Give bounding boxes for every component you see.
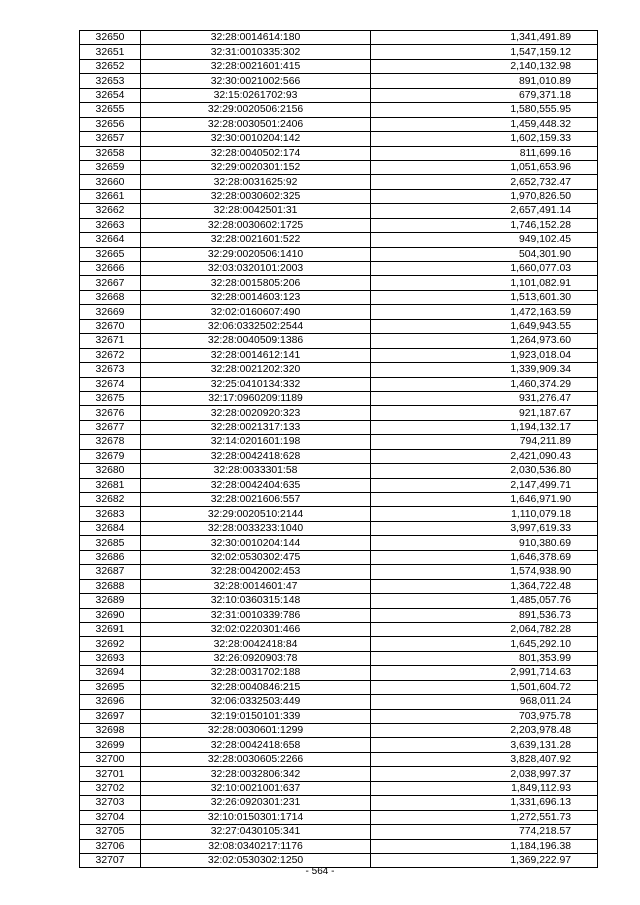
table-row bbox=[80, 752, 598, 766]
value-cell: 679,371.18 bbox=[371, 88, 598, 102]
row-number-cell: 32654 bbox=[80, 88, 141, 102]
row-number-cell: 32655 bbox=[80, 103, 141, 117]
value-cell: 1,194,132.17 bbox=[371, 420, 598, 434]
value-cell: 2,140,132.98 bbox=[371, 59, 598, 73]
table-row bbox=[80, 666, 598, 680]
row-number-cell: 32673 bbox=[80, 363, 141, 377]
table-row bbox=[80, 290, 598, 304]
cadastral-number-cell: 32:28:0042002:453 bbox=[141, 565, 371, 579]
table-row bbox=[80, 103, 598, 117]
row-number-cell: 32670 bbox=[80, 319, 141, 333]
row-number-cell: 32668 bbox=[80, 290, 141, 304]
cadastral-number-cell: 32:25:0410134:332 bbox=[141, 377, 371, 391]
table-row bbox=[80, 377, 598, 391]
cadastral-number-cell: 32:28:0014601:47 bbox=[141, 579, 371, 593]
table-row bbox=[80, 363, 598, 377]
page-number: - 564 - bbox=[305, 866, 335, 877]
value-cell: 949,102.45 bbox=[371, 233, 598, 247]
row-number-cell: 32667 bbox=[80, 276, 141, 290]
cadastral-number-cell: 32:28:0033301:58 bbox=[141, 464, 371, 478]
value-cell: 2,038,997.37 bbox=[371, 767, 598, 781]
value-cell: 910,380.69 bbox=[371, 536, 598, 550]
cadastral-number-cell: 32:28:0042404:635 bbox=[141, 478, 371, 492]
table-row bbox=[80, 132, 598, 146]
value-cell: 1,331,696.13 bbox=[371, 796, 598, 810]
row-number-cell: 32680 bbox=[80, 464, 141, 478]
table-row bbox=[80, 839, 598, 853]
cadastral-number-cell: 32:28:0042418:658 bbox=[141, 738, 371, 752]
value-cell: 2,064,782.28 bbox=[371, 622, 598, 636]
cadastral-number-cell: 32:28:0015805:206 bbox=[141, 276, 371, 290]
value-cell: 1,485,057.76 bbox=[371, 594, 598, 608]
table-row bbox=[80, 247, 598, 261]
cadastral-number-cell: 32:30:0021002:566 bbox=[141, 74, 371, 88]
table-row bbox=[80, 478, 598, 492]
cadastral-number-cell: 32:28:0042418:84 bbox=[141, 637, 371, 651]
value-cell: 1,369,222.97 bbox=[371, 853, 598, 867]
row-number-cell: 32697 bbox=[80, 709, 141, 723]
table-row bbox=[80, 146, 598, 160]
cadastral-number-cell: 32:28:0040846:215 bbox=[141, 680, 371, 694]
row-number-cell: 32651 bbox=[80, 45, 141, 59]
table-row bbox=[80, 45, 598, 59]
value-cell: 1,272,551.73 bbox=[371, 810, 598, 824]
row-number-cell: 32653 bbox=[80, 74, 141, 88]
row-number-cell: 32678 bbox=[80, 435, 141, 449]
table-row bbox=[80, 435, 598, 449]
table-body bbox=[80, 31, 598, 868]
row-number-cell: 32699 bbox=[80, 738, 141, 752]
row-number-cell: 32705 bbox=[80, 825, 141, 839]
value-cell: 1,472,163.59 bbox=[371, 305, 598, 319]
cadastral-number-cell: 32:06:0332503:449 bbox=[141, 695, 371, 709]
cadastral-number-cell: 32:06:0332502:2544 bbox=[141, 319, 371, 333]
cadastral-number-cell: 32:26:0920903:78 bbox=[141, 651, 371, 665]
table-row bbox=[80, 233, 598, 247]
cadastral-number-cell: 32:02:0530302:475 bbox=[141, 550, 371, 564]
table-row bbox=[80, 189, 598, 203]
value-cell: 2,203,978.48 bbox=[371, 724, 598, 738]
value-cell: 1,051,653.96 bbox=[371, 160, 598, 174]
row-number-cell: 32663 bbox=[80, 218, 141, 232]
value-cell: 1,574,938.90 bbox=[371, 565, 598, 579]
value-cell: 1,660,077.03 bbox=[371, 262, 598, 276]
row-number-cell: 32661 bbox=[80, 189, 141, 203]
table-row bbox=[80, 767, 598, 781]
row-number-cell: 32690 bbox=[80, 608, 141, 622]
table-row bbox=[80, 117, 598, 131]
value-cell: 968,011.24 bbox=[371, 695, 598, 709]
row-number-cell: 32682 bbox=[80, 493, 141, 507]
cadastral-number-cell: 32:26:0920301:231 bbox=[141, 796, 371, 810]
row-number-cell: 32665 bbox=[80, 247, 141, 261]
cadastral-number-cell: 32:28:0030605:2266 bbox=[141, 752, 371, 766]
row-number-cell: 32693 bbox=[80, 651, 141, 665]
row-number-cell: 32700 bbox=[80, 752, 141, 766]
value-cell: 811,699.16 bbox=[371, 146, 598, 160]
cadastral-number-cell: 32:28:0021202:320 bbox=[141, 363, 371, 377]
value-cell: 1,184,196.38 bbox=[371, 839, 598, 853]
row-number-cell: 32683 bbox=[80, 507, 141, 521]
value-cell: 1,341,491.89 bbox=[371, 31, 598, 45]
table-row bbox=[80, 695, 598, 709]
value-cell: 1,923,018.04 bbox=[371, 348, 598, 362]
table-row bbox=[80, 319, 598, 333]
table-row bbox=[80, 724, 598, 738]
cadastral-number-cell: 32:28:0030602:325 bbox=[141, 189, 371, 203]
cadastral-number-cell: 32:28:0020920:323 bbox=[141, 406, 371, 420]
row-number-cell: 32689 bbox=[80, 594, 141, 608]
cadastral-number-cell: 32:28:0030601:1299 bbox=[141, 724, 371, 738]
value-cell: 774,218.57 bbox=[371, 825, 598, 839]
cadastral-number-cell: 32:17:0960209:1189 bbox=[141, 391, 371, 405]
cadastral-number-cell: 32:30:0010204:142 bbox=[141, 132, 371, 146]
table-row bbox=[80, 391, 598, 405]
cadastral-number-cell: 32:28:0042418:628 bbox=[141, 449, 371, 463]
cadastral-number-cell: 32:19:0150101:339 bbox=[141, 709, 371, 723]
table-row bbox=[80, 160, 598, 174]
row-number-cell: 32691 bbox=[80, 622, 141, 636]
row-number-cell: 32676 bbox=[80, 406, 141, 420]
value-cell: 3,828,407.92 bbox=[371, 752, 598, 766]
table-row bbox=[80, 608, 598, 622]
table-row bbox=[80, 204, 598, 218]
row-number-cell: 32672 bbox=[80, 348, 141, 362]
row-number-cell: 32660 bbox=[80, 175, 141, 189]
cadastral-number-cell: 32:28:0032806:342 bbox=[141, 767, 371, 781]
cadastral-number-cell: 32:28:0021601:522 bbox=[141, 233, 371, 247]
table-row bbox=[80, 305, 598, 319]
value-cell: 801,353.99 bbox=[371, 651, 598, 665]
cadastral-number-cell: 32:28:0014612:141 bbox=[141, 348, 371, 362]
value-cell: 891,010.89 bbox=[371, 74, 598, 88]
cadastral-number-cell: 32:14:0201601:198 bbox=[141, 435, 371, 449]
value-cell: 1,460,374.29 bbox=[371, 377, 598, 391]
value-cell: 504,301.90 bbox=[371, 247, 598, 261]
table-row bbox=[80, 594, 598, 608]
cadastral-number-cell: 32:29:0020506:2156 bbox=[141, 103, 371, 117]
table-row bbox=[80, 348, 598, 362]
value-cell: 3,997,619.33 bbox=[371, 521, 598, 535]
table-row bbox=[80, 825, 598, 839]
table-row bbox=[80, 709, 598, 723]
row-number-cell: 32704 bbox=[80, 810, 141, 824]
cadastral-number-cell: 32:30:0010204:144 bbox=[141, 536, 371, 550]
table-row bbox=[80, 218, 598, 232]
value-cell: 2,421,090.43 bbox=[371, 449, 598, 463]
cadastral-number-cell: 32:03:0320101:2003 bbox=[141, 262, 371, 276]
value-cell: 1,602,159.33 bbox=[371, 132, 598, 146]
row-number-cell: 32684 bbox=[80, 521, 141, 535]
row-number-cell: 32692 bbox=[80, 637, 141, 651]
cadastral-number-cell: 32:28:0031625:92 bbox=[141, 175, 371, 189]
cadastral-number-cell: 32:27:0430105:341 bbox=[141, 825, 371, 839]
value-cell: 931,276.47 bbox=[371, 391, 598, 405]
row-number-cell: 32695 bbox=[80, 680, 141, 694]
cadastral-number-cell: 32:02:0220301:466 bbox=[141, 622, 371, 636]
cadastral-number-cell: 32:28:0040502:174 bbox=[141, 146, 371, 160]
table-row bbox=[80, 420, 598, 434]
cadastral-number-cell: 32:28:0021606:557 bbox=[141, 493, 371, 507]
table-row bbox=[80, 565, 598, 579]
table-row bbox=[80, 680, 598, 694]
cadastral-number-cell: 32:28:0021317:133 bbox=[141, 420, 371, 434]
cadastral-number-cell: 32:31:0010335:302 bbox=[141, 45, 371, 59]
cadastral-number-cell: 32:31:0010339:786 bbox=[141, 608, 371, 622]
value-cell: 1,645,292.10 bbox=[371, 637, 598, 651]
value-cell: 1,746,152.28 bbox=[371, 218, 598, 232]
table-row bbox=[80, 59, 598, 73]
row-number-cell: 32686 bbox=[80, 550, 141, 564]
table-row bbox=[80, 810, 598, 824]
table-row bbox=[80, 651, 598, 665]
row-number-cell: 32706 bbox=[80, 839, 141, 853]
table-row bbox=[80, 464, 598, 478]
table-row bbox=[80, 738, 598, 752]
cadastral-number-cell: 32:28:0042501:31 bbox=[141, 204, 371, 218]
value-cell: 2,657,491.14 bbox=[371, 204, 598, 218]
row-number-cell: 32696 bbox=[80, 695, 141, 709]
value-cell: 2,030,536.80 bbox=[371, 464, 598, 478]
row-number-cell: 32657 bbox=[80, 132, 141, 146]
cadastral-number-cell: 32:28:0030602:1725 bbox=[141, 218, 371, 232]
value-cell: 794,211.89 bbox=[371, 435, 598, 449]
cadastral-number-cell: 32:29:0020510:2144 bbox=[141, 507, 371, 521]
value-cell: 703,975.78 bbox=[371, 709, 598, 723]
value-cell: 1,547,159.12 bbox=[371, 45, 598, 59]
table-row bbox=[80, 31, 598, 45]
row-number-cell: 32659 bbox=[80, 160, 141, 174]
row-number-cell: 32675 bbox=[80, 391, 141, 405]
table-row bbox=[80, 507, 598, 521]
row-number-cell: 32694 bbox=[80, 666, 141, 680]
table-row bbox=[80, 796, 598, 810]
row-number-cell: 32674 bbox=[80, 377, 141, 391]
row-number-cell: 32702 bbox=[80, 781, 141, 795]
value-cell: 1,513,601.30 bbox=[371, 290, 598, 304]
value-cell: 1,264,973.60 bbox=[371, 334, 598, 348]
table-row bbox=[80, 622, 598, 636]
table-row bbox=[80, 334, 598, 348]
value-cell: 1,459,448.32 bbox=[371, 117, 598, 131]
table-row bbox=[80, 262, 598, 276]
row-number-cell: 32685 bbox=[80, 536, 141, 550]
cadastral-number-cell: 32:28:0014614:180 bbox=[141, 31, 371, 45]
row-number-cell: 32662 bbox=[80, 204, 141, 218]
row-number-cell: 32707 bbox=[80, 853, 141, 867]
row-number-cell: 32677 bbox=[80, 420, 141, 434]
value-cell: 1,364,722.48 bbox=[371, 579, 598, 593]
value-cell: 921,187.67 bbox=[371, 406, 598, 420]
value-cell: 2,147,499.71 bbox=[371, 478, 598, 492]
row-number-cell: 32666 bbox=[80, 262, 141, 276]
row-number-cell: 32656 bbox=[80, 117, 141, 131]
row-number-cell: 32669 bbox=[80, 305, 141, 319]
value-cell: 1,646,971.90 bbox=[371, 493, 598, 507]
cadastral-number-cell: 32:28:0031702:188 bbox=[141, 666, 371, 680]
table-row bbox=[80, 781, 598, 795]
value-cell: 1,501,604.72 bbox=[371, 680, 598, 694]
row-number-cell: 32687 bbox=[80, 565, 141, 579]
table-row bbox=[80, 175, 598, 189]
cadastral-number-cell: 32:28:0014603:123 bbox=[141, 290, 371, 304]
row-number-cell: 32658 bbox=[80, 146, 141, 160]
cadastral-number-cell: 32:28:0021601:415 bbox=[141, 59, 371, 73]
cadastral-number-cell: 32:29:0020301:152 bbox=[141, 160, 371, 174]
row-number-cell: 32652 bbox=[80, 59, 141, 73]
value-cell: 1,649,943.55 bbox=[371, 319, 598, 333]
row-number-cell: 32650 bbox=[80, 31, 141, 45]
cadastral-number-cell: 32:10:0021001:637 bbox=[141, 781, 371, 795]
cadastral-number-cell: 32:10:0150301:1714 bbox=[141, 810, 371, 824]
row-number-cell: 32688 bbox=[80, 579, 141, 593]
value-cell: 1,849,112.93 bbox=[371, 781, 598, 795]
cadastral-number-cell: 32:15:0261702:93 bbox=[141, 88, 371, 102]
table-row bbox=[80, 88, 598, 102]
row-number-cell: 32671 bbox=[80, 334, 141, 348]
row-number-cell: 32703 bbox=[80, 796, 141, 810]
table-row bbox=[80, 536, 598, 550]
table-row bbox=[80, 579, 598, 593]
cadastral-number-cell: 32:28:0030501:2406 bbox=[141, 117, 371, 131]
value-cell: 1,646,378.69 bbox=[371, 550, 598, 564]
cadastral-number-cell: 32:29:0020506:1410 bbox=[141, 247, 371, 261]
value-cell: 1,580,555.95 bbox=[371, 103, 598, 117]
cadastral-number-cell: 32:02:0530302:1250 bbox=[141, 853, 371, 867]
table-row bbox=[80, 74, 598, 88]
table-row bbox=[80, 493, 598, 507]
value-cell: 1,101,082.91 bbox=[371, 276, 598, 290]
cadastral-number-cell: 32:10:0360315:148 bbox=[141, 594, 371, 608]
row-number-cell: 32681 bbox=[80, 478, 141, 492]
row-number-cell: 32664 bbox=[80, 233, 141, 247]
table-row bbox=[80, 449, 598, 463]
table-row bbox=[80, 406, 598, 420]
value-cell: 2,652,732.47 bbox=[371, 175, 598, 189]
value-cell: 891,536.73 bbox=[371, 608, 598, 622]
value-cell: 2,991,714.63 bbox=[371, 666, 598, 680]
table-row bbox=[80, 637, 598, 651]
table-row bbox=[80, 276, 598, 290]
cadastral-value-table bbox=[79, 30, 598, 868]
table-row bbox=[80, 550, 598, 564]
row-number-cell: 32679 bbox=[80, 449, 141, 463]
table-row bbox=[80, 521, 598, 535]
cadastral-number-cell: 32:08:0340217:1176 bbox=[141, 839, 371, 853]
cadastral-number-cell: 32:02:0160607:490 bbox=[141, 305, 371, 319]
value-cell: 1,339,909.34 bbox=[371, 363, 598, 377]
row-number-cell: 32701 bbox=[80, 767, 141, 781]
value-cell: 1,970,826.50 bbox=[371, 189, 598, 203]
value-cell: 1,110,079.18 bbox=[371, 507, 598, 521]
value-cell: 3,639,131.28 bbox=[371, 738, 598, 752]
row-number-cell: 32698 bbox=[80, 724, 141, 738]
cadastral-number-cell: 32:28:0033233:1040 bbox=[141, 521, 371, 535]
cadastral-number-cell: 32:28:0040509:1386 bbox=[141, 334, 371, 348]
